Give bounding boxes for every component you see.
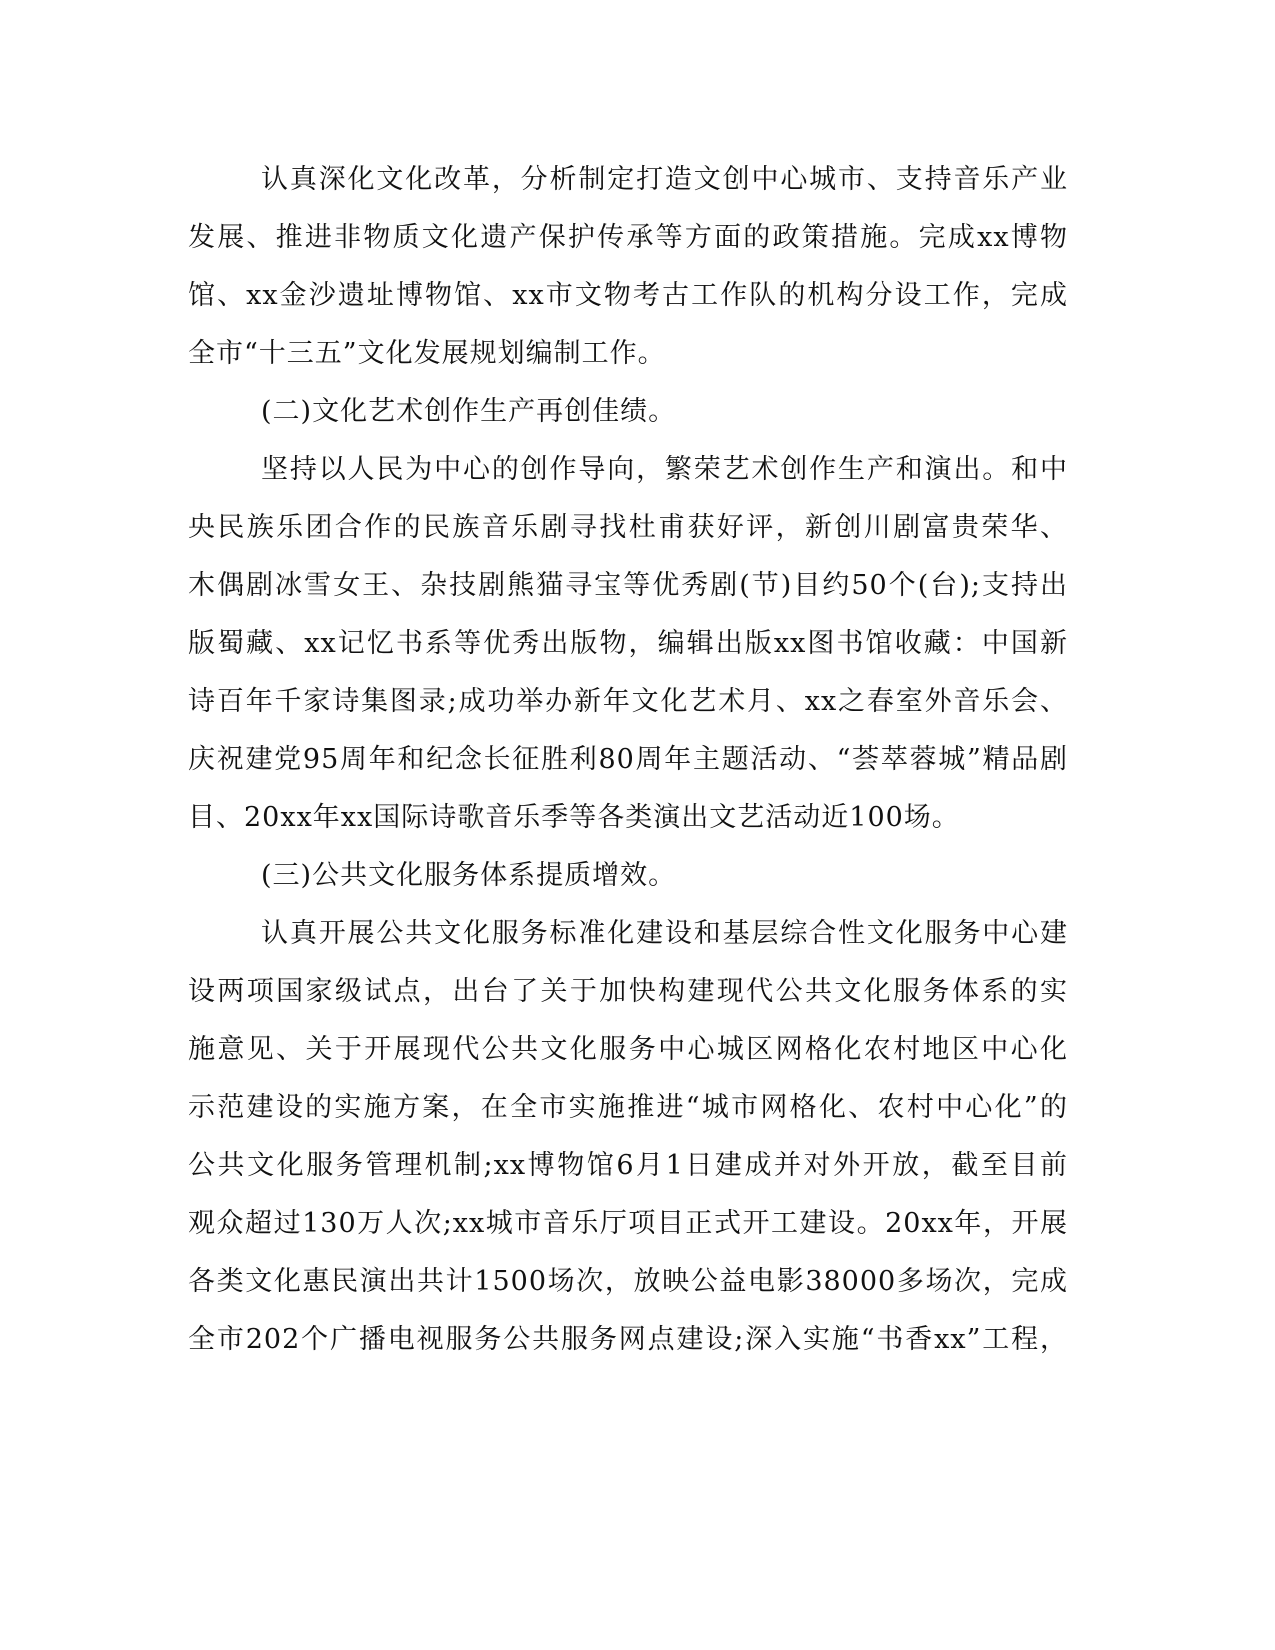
- paragraph-line: 坚持以人民为中心的创作导向，繁荣艺术创作生产和演出。和中: [261, 454, 1068, 485]
- paragraph-line: 央民族乐团合作的民族音乐剧寻找杜甫获好评，新创川剧富贵荣华、: [188, 512, 1068, 543]
- paragraph-line: 施意见、关于开展现代公共文化服务中心城区网格化农村地区中心化: [188, 1034, 1068, 1065]
- paragraph-line: 观众超过130万人次;xx城市音乐厅项目正式开工建设。20xx年，开展: [188, 1208, 1068, 1239]
- paragraph-line: 认真深化文化改革，分析制定打造文创中心城市、支持音乐产业: [261, 164, 1068, 195]
- paragraph-line: 庆祝建党95周年和纪念长征胜利80周年主题活动、“荟萃蓉城”精品剧: [188, 744, 1068, 775]
- paragraph-line: 认真开展公共文化服务标准化建设和基层综合性文化服务中心建: [261, 918, 1068, 949]
- paragraph-line: 目、20xx年xx国际诗歌音乐季等各类演出文艺活动近100场。: [188, 802, 960, 833]
- paragraph-line: 示范建设的实施方案，在全市实施推进“城市网格化、农村中心化”的: [188, 1092, 1068, 1123]
- section-heading: (三)公共文化服务体系提质增效。: [261, 860, 677, 891]
- paragraph-line: 木偶剧冰雪女王、杂技剧熊猫寻宝等优秀剧(节)目约50个(台);支持出: [188, 570, 1068, 601]
- paragraph-line: 全市202个广播电视服务公共服务网点建设;深入实施“书香xx”工程，: [188, 1324, 1068, 1355]
- paragraph-line: 诗百年千家诗集图录;成功举办新年文化艺术月、xx之春室外音乐会、: [188, 686, 1068, 717]
- paragraph-line: 各类文化惠民演出共计1500场次，放映公益电影38000多场次，完成: [188, 1266, 1068, 1297]
- paragraph-line: 版蜀藏、xx记忆书系等优秀出版物，编辑出版xx图书馆收藏：中国新: [188, 628, 1068, 659]
- section-heading: (二)文化艺术创作生产再创佳绩。: [261, 396, 677, 427]
- paragraph-line: 设两项国家级试点，出台了关于加快构建现代公共文化服务体系的实: [188, 976, 1068, 1007]
- paragraph-line: 公共文化服务管理机制;xx博物馆6月1日建成并对外开放，截至目前: [188, 1150, 1068, 1181]
- paragraph-line: 全市“十三五”文化发展规划编制工作。: [188, 338, 666, 369]
- paragraph-line: 发展、推进非物质文化遗产保护传承等方面的政策措施。完成xx博物: [188, 222, 1068, 253]
- paragraph-line: 馆、xx金沙遗址博物馆、xx市文物考古工作队的机构分设工作，完成: [188, 280, 1068, 311]
